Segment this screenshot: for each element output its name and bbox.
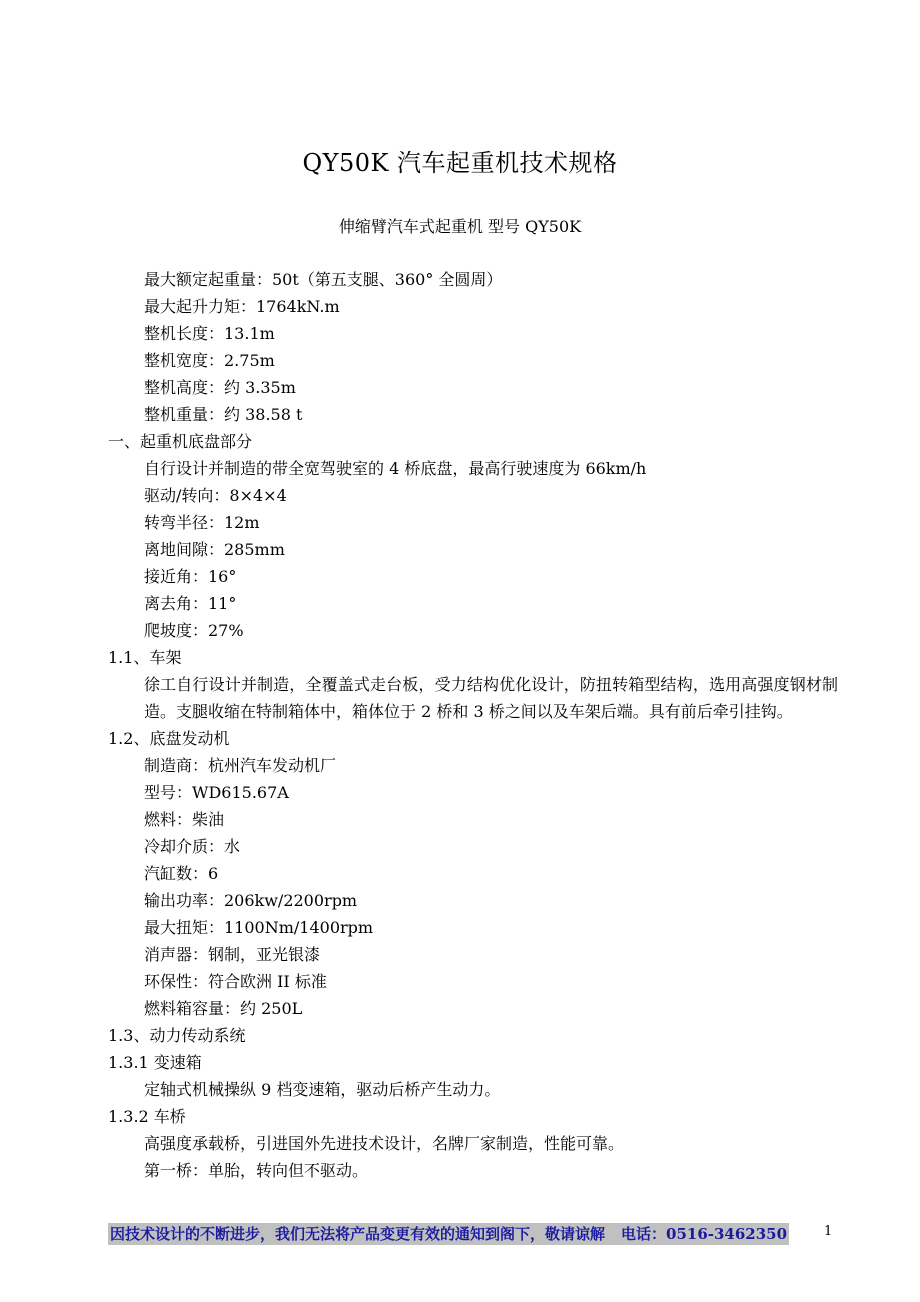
spec-list bbox=[108, 266, 838, 1184]
spec-line: 燃料箱容量：约 250L bbox=[144, 999, 303, 1018]
spec-line: 最大起升力矩：1764kN.m bbox=[144, 297, 340, 316]
spec-line: 型号：WD615.67A bbox=[144, 783, 289, 802]
spec-line: 第一桥：单胎，转向但不驱动。 bbox=[144, 1161, 369, 1180]
section-heading: 1.3、动力传动系统 bbox=[108, 1026, 246, 1045]
spec-line: 制造商：杭州汽车发动机厂 bbox=[144, 756, 337, 775]
spec-line: 整机高度：约 3.35m bbox=[144, 378, 296, 397]
spec-line: 消声器：钢制，亚光银漆 bbox=[144, 945, 321, 964]
spec-line: 环保性：符合欧洲 II 标准 bbox=[144, 972, 327, 991]
spec-line: 离去角：11° bbox=[144, 594, 237, 613]
spec-line: 燃料：柴油 bbox=[144, 810, 225, 829]
section-heading: 一、起重机底盘部分 bbox=[108, 432, 253, 451]
spec-line: 自行设计并制造的带全宽驾驶室的 4 桥底盘，最高行驶速度为 66km/h bbox=[144, 459, 647, 478]
spec-line: 输出功率：206kw/2200rpm bbox=[144, 891, 358, 910]
spec-line: 汽缸数：6 bbox=[144, 864, 219, 883]
spec-line: 接近角：16° bbox=[144, 567, 237, 586]
document-title: QY50K 汽车起重机技术规格 bbox=[302, 149, 618, 177]
section-heading: 1.3.1 变速箱 bbox=[108, 1053, 202, 1072]
section-heading: 1.2、底盘发动机 bbox=[108, 729, 230, 748]
footer-phone: 电话：0516-3462350 bbox=[621, 1225, 788, 1243]
footer-notice-text: 因技术设计的不断进步，我们无法将产品变更有效的通知到阁下，敬请谅解 bbox=[110, 1225, 606, 1243]
spec-line: 最大额定起重量：50t（第五支腿、360° 全圆周） bbox=[144, 270, 503, 289]
spec-line: 爬坡度：27% bbox=[144, 621, 244, 640]
spec-line: 最大扭矩：1100Nm/1400rpm bbox=[144, 918, 374, 937]
footer-notice bbox=[108, 1223, 789, 1245]
spec-line: 转弯半径：12m bbox=[144, 513, 260, 532]
spec-line: 高强度承载桥，引进国外先进技术设计，名牌厂家制造，性能可靠。 bbox=[144, 1134, 625, 1153]
spec-line: 整机长度：13.1m bbox=[144, 324, 275, 343]
spec-line: 整机宽度：2.75m bbox=[144, 351, 275, 370]
spec-line: 定轴式机械操纵 9 档变速箱，驱动后桥产生动力。 bbox=[144, 1080, 501, 1099]
section-heading: 1.1、车架 bbox=[108, 648, 182, 667]
document-subtitle: 伸缩臂汽车式起重机 型号 QY50K bbox=[338, 217, 582, 236]
spec-line: 整机重量：约 38.58 t bbox=[144, 405, 303, 424]
section-heading: 1.3.2 车桥 bbox=[108, 1107, 186, 1126]
spec-line: 离地间隙：285mm bbox=[144, 540, 285, 559]
spec-line: 驱动/转向：8×4×4 bbox=[144, 486, 287, 505]
page-number: 1 bbox=[824, 1224, 833, 1239]
spec-line: 徐工自行设计并制造，全覆盖式走台板，受力结构优化设计，防扭转箱型结构，选用高强度钢材制造。支腿收缩在特制箱体中，箱体位于 2 桥和 3 桥之间以及车架后端。具有前后牵引挂钩。 bbox=[144, 675, 838, 721]
spec-line: 冷却介质：水 bbox=[144, 837, 241, 856]
